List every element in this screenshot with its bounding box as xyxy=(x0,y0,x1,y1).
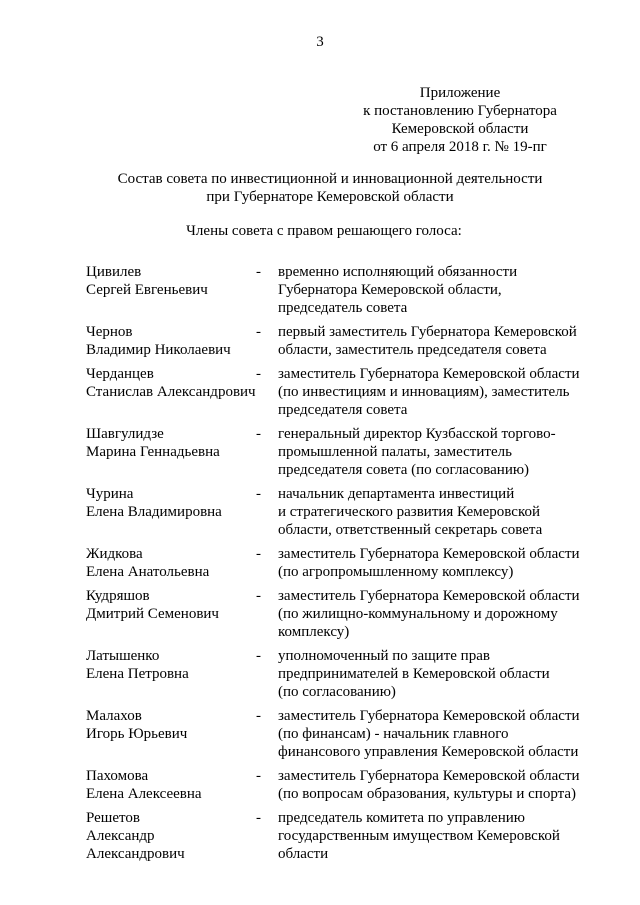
member-row xyxy=(86,647,596,701)
member-role-line: области, ответственный секретарь совета xyxy=(278,522,543,538)
member-dash: - xyxy=(256,264,261,280)
member-name-line: Чернов xyxy=(86,324,133,340)
member-role-line: заместитель Губернатора Кемеровской области xyxy=(278,588,580,604)
member-role-line: председатель совета xyxy=(278,300,408,316)
member-name xyxy=(86,545,256,581)
member-row xyxy=(86,425,596,479)
member-role-line: (по жилищно-коммунальному и дорожному xyxy=(278,606,558,622)
member-dash: - xyxy=(256,648,261,664)
appendix-line: от 6 апреля 2018 г. № 19-пг xyxy=(373,139,547,155)
member-role-line: заместитель Губернатора Кемеровской области xyxy=(278,366,580,382)
appendix-line: к постановлению Губернатора xyxy=(363,103,557,119)
member-role-line: председателя совета (по согласованию) xyxy=(278,462,530,478)
appendix-block xyxy=(340,84,580,156)
member-role-line: председатель комитета по управлению xyxy=(278,810,525,826)
member-name-line: Александрович xyxy=(86,846,185,862)
member-role xyxy=(278,647,596,701)
member-role-line: государственным имуществом Кемеровской xyxy=(278,828,560,844)
member-dash: - xyxy=(256,768,261,784)
member-row xyxy=(86,365,596,419)
member-name-line: Цивилев xyxy=(86,264,142,280)
member-name xyxy=(86,425,256,479)
member-name-line: Игорь Юрьевич xyxy=(86,726,188,742)
member-name-line: Малахов xyxy=(86,708,142,724)
member-role-line: (по согласованию) xyxy=(278,684,396,700)
member-name-line: Елена Алексеевна xyxy=(86,786,202,802)
member-role-line: Губернатора Кемеровской области, xyxy=(278,282,502,298)
member-role-line: генеральный директор Кузбасской торгово- xyxy=(278,426,556,442)
member-name-line: Черданцев xyxy=(86,366,154,382)
member-row xyxy=(86,767,596,803)
member-role-line: уполномоченный по защите прав xyxy=(278,648,490,664)
title-line: Состав совета по инвестиционной и инновационной деятельности xyxy=(117,171,543,187)
member-role-line: председателя совета xyxy=(278,402,408,418)
member-name-line: Дмитрий Семенович xyxy=(86,606,219,622)
member-role-line: заместитель Губернатора Кемеровской области xyxy=(278,708,580,724)
member-role-line: и стратегического развития Кемеровской xyxy=(278,504,540,520)
member-role-line: начальник департамента инвестиций xyxy=(278,486,515,502)
member-name xyxy=(86,707,256,761)
member-name xyxy=(86,263,256,317)
member-role xyxy=(278,707,596,761)
member-name-line: Елена Владимировна xyxy=(86,504,222,520)
member-role xyxy=(278,587,596,641)
member-name-line: Александр xyxy=(86,828,155,844)
member-row xyxy=(86,263,596,317)
member-dash: - xyxy=(256,810,261,826)
member-role-line: временно исполняющий обязанности xyxy=(278,264,518,280)
member-role xyxy=(278,263,596,317)
member-dash: - xyxy=(256,324,261,340)
member-role-line: заместитель Губернатора Кемеровской области xyxy=(278,768,580,784)
member-role-line: (по инвестициям и инновациям), заместитель xyxy=(278,384,570,400)
member-dash: - xyxy=(256,366,261,382)
member-name-line: Пахомова xyxy=(86,768,149,784)
member-name xyxy=(86,485,256,539)
member-row xyxy=(86,323,596,359)
members-list xyxy=(86,263,596,869)
section-heading: Члены совета с правом решающего голоса: xyxy=(186,223,462,239)
appendix-line: Приложение xyxy=(419,85,501,101)
member-role-line: области xyxy=(278,846,329,862)
member-role-line: (по вопросам образования, культуры и спорта) xyxy=(278,786,577,802)
member-role-line: предпринимателей в Кемеровской области xyxy=(278,666,550,682)
member-dash: - xyxy=(256,486,261,502)
member-role xyxy=(278,767,596,803)
member-name-line: Станислав Александрович xyxy=(86,384,256,400)
member-role-line: промышленной палаты, заместитель xyxy=(278,444,512,460)
member-name-line: Марина Геннадьевна xyxy=(86,444,220,460)
member-name xyxy=(86,767,256,803)
member-row xyxy=(86,485,596,539)
member-row xyxy=(86,809,596,863)
title-line: при Губернаторе Кемеровской области xyxy=(206,189,454,205)
member-role-line: комплексу) xyxy=(278,624,350,640)
member-role xyxy=(278,485,596,539)
member-row xyxy=(86,545,596,581)
member-name-line: Елена Анатольевна xyxy=(86,564,210,580)
member-name-line: Владимир Николаевич xyxy=(86,342,231,358)
member-row xyxy=(86,587,596,641)
member-name-line: Шавгулидзе xyxy=(86,426,164,442)
member-dash: - xyxy=(256,426,261,442)
member-name-line: Решетов xyxy=(86,810,140,826)
member-role-line: первый заместитель Губернатора Кемеровской xyxy=(278,324,577,340)
member-name-line: Чурина xyxy=(86,486,134,502)
member-role-line: финансового управления Кемеровской области xyxy=(278,744,579,760)
member-role xyxy=(278,809,596,863)
member-name xyxy=(86,323,256,359)
member-role xyxy=(278,425,596,479)
member-row xyxy=(86,707,596,761)
member-name-line: Кудряшов xyxy=(86,588,150,604)
member-role xyxy=(278,365,596,419)
member-dash: - xyxy=(256,708,261,724)
member-role-line: области, заместитель председателя совета xyxy=(278,342,547,358)
member-name xyxy=(86,647,256,701)
member-name-line: Сергей Евгеньевич xyxy=(86,282,208,298)
member-name-line: Жидкова xyxy=(86,546,143,562)
member-role-line: заместитель Губернатора Кемеровской области xyxy=(278,546,580,562)
member-name xyxy=(86,809,256,863)
member-dash: - xyxy=(256,588,261,604)
member-name xyxy=(86,587,256,641)
member-name xyxy=(86,365,256,419)
member-role xyxy=(278,545,596,581)
member-role-line: (по финансам) - начальник главного xyxy=(278,726,509,742)
document-title xyxy=(40,170,620,206)
member-name-line: Елена Петровна xyxy=(86,666,189,682)
member-name-line: Латышенко xyxy=(86,648,160,664)
member-dash: - xyxy=(256,546,261,562)
page-number: 3 xyxy=(316,34,324,50)
appendix-line: Кемеровской области xyxy=(391,121,529,137)
member-role-line: (по агропромышленному комплексу) xyxy=(278,564,514,580)
member-role xyxy=(278,323,596,359)
